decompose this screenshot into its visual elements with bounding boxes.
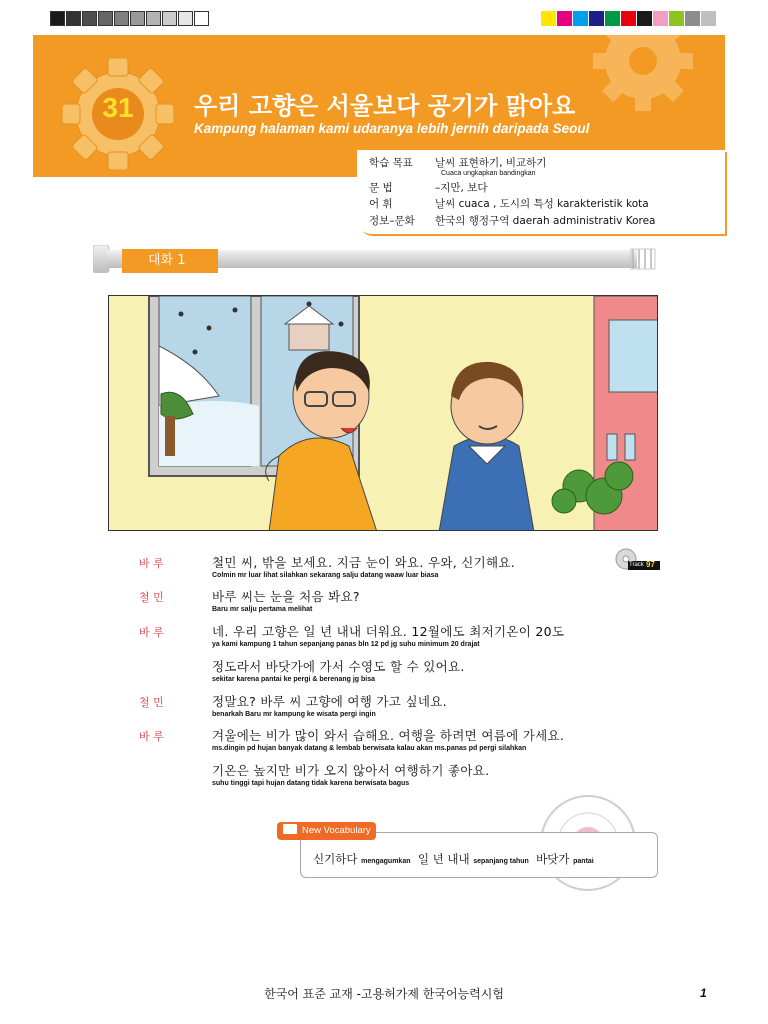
dialogue-line-gloss: suhu tinggi tapi hujan datang tidak karena berwisata bagus [212,780,410,787]
book-icon [283,824,297,834]
dialogue-line-gloss: Baru mr salju pertama melihat [212,606,313,613]
goal-key: 학습 목표 [369,157,413,169]
dialogue-line-gloss: ya kami kampung 1 tahun sepanjang panas bln 12 pd jg suhu minimum 20 drajat [212,641,480,648]
goal-value: 날씨 표현하기, 비교하기 [435,157,547,169]
lesson-title-indonesian: Kampung halaman kami udaranya lebih jernih daripada Seoul [194,121,590,136]
new-vocabulary-tag [277,822,376,840]
track-label: Track [629,562,644,568]
dialogue-line-korean: 네. 우리 고향은 일 년 내내 더워요. 12월에도 최저기온이 20도 [212,624,565,639]
lesson-title-korean: 우리 고향은 서울보다 공기가 맑아요 [194,92,576,120]
speaker-label: 철 민 [139,696,164,709]
dialogue-line-korean: 바루 씨는 눈을 처음 봐요? [212,589,360,604]
vocab-gloss: sepanjang tahun [473,858,529,865]
section-tab-dialogue-1: 대화 1 [122,249,218,273]
speaker-label: 바 루 [139,557,164,570]
goal-key: 정보–문화 [369,215,415,227]
lesson-number: 31 [102,92,134,123]
goal-value: 날씨 cuaca , 도시의 특성 karakteristik kota [435,198,649,210]
dialogue-line-korean: 철민 씨, 밖을 보세요. 지금 눈이 와요. 우와, 신기해요. [212,555,516,570]
dialogue-line-korean: 정말요? 바루 씨 고향에 여행 가고 싶네요. [212,694,447,709]
dialogue-line-korean: 정도라서 바닷가에 가서 수영도 할 수 있어요. [212,659,465,674]
vocabulary-list [313,851,594,867]
track-number: 97 [646,560,655,569]
page-footer: 한국어 표준 교재 -고용허가제 한국어능력시험 [264,987,504,1001]
speaker-label: 바 루 [139,730,164,743]
page-number: 1 [700,986,707,1000]
vocab-word: 일 년 내내 [417,852,470,866]
goal-value: 한국의 행정구역 daerah administrativ Korea [435,215,656,227]
dialogue-line-korean: 겨울에는 비가 많이 와서 습해요. 여행을 하려면 여름에 가세요. [212,728,565,743]
dialogue-line-gloss: benarkah Baru mr kampung ke wisata pergi ingin [212,711,376,718]
speaker-label: 철 민 [139,591,164,604]
vocab-tag-label: New Vocabulary [302,825,371,836]
goal-key: 문 법 [369,182,393,194]
speaker-label: 바 루 [139,626,164,639]
dialogue-line-gloss: ms.dingin pd hujan banyak datang & lembab berwisata kalau akan ms.panas pd pergi silahkan [212,745,527,752]
vocab-word: 바닷가 [536,852,570,866]
dialogue-line-gloss: Colmin mr luar lihat silahkan sekarang salju datang waaw luar biasa [212,572,439,579]
goal-value: –지만, 보다 [435,182,488,194]
vocab-word: 신기하다 [313,852,358,866]
dialogue-line-gloss: sekitar karena pantai ke pergi & berenang jg bisa [212,676,376,683]
goal-subtext: Cuaca ungkapkan bandingkan [441,170,536,177]
dialogue-line-korean: 기온은 높지만 비가 오지 않아서 여행하기 좋아요. [212,763,490,778]
vocab-gloss: mengagumkan [361,858,411,865]
goal-key: 어 휘 [369,198,393,210]
vocab-gloss: pantai [573,858,594,865]
